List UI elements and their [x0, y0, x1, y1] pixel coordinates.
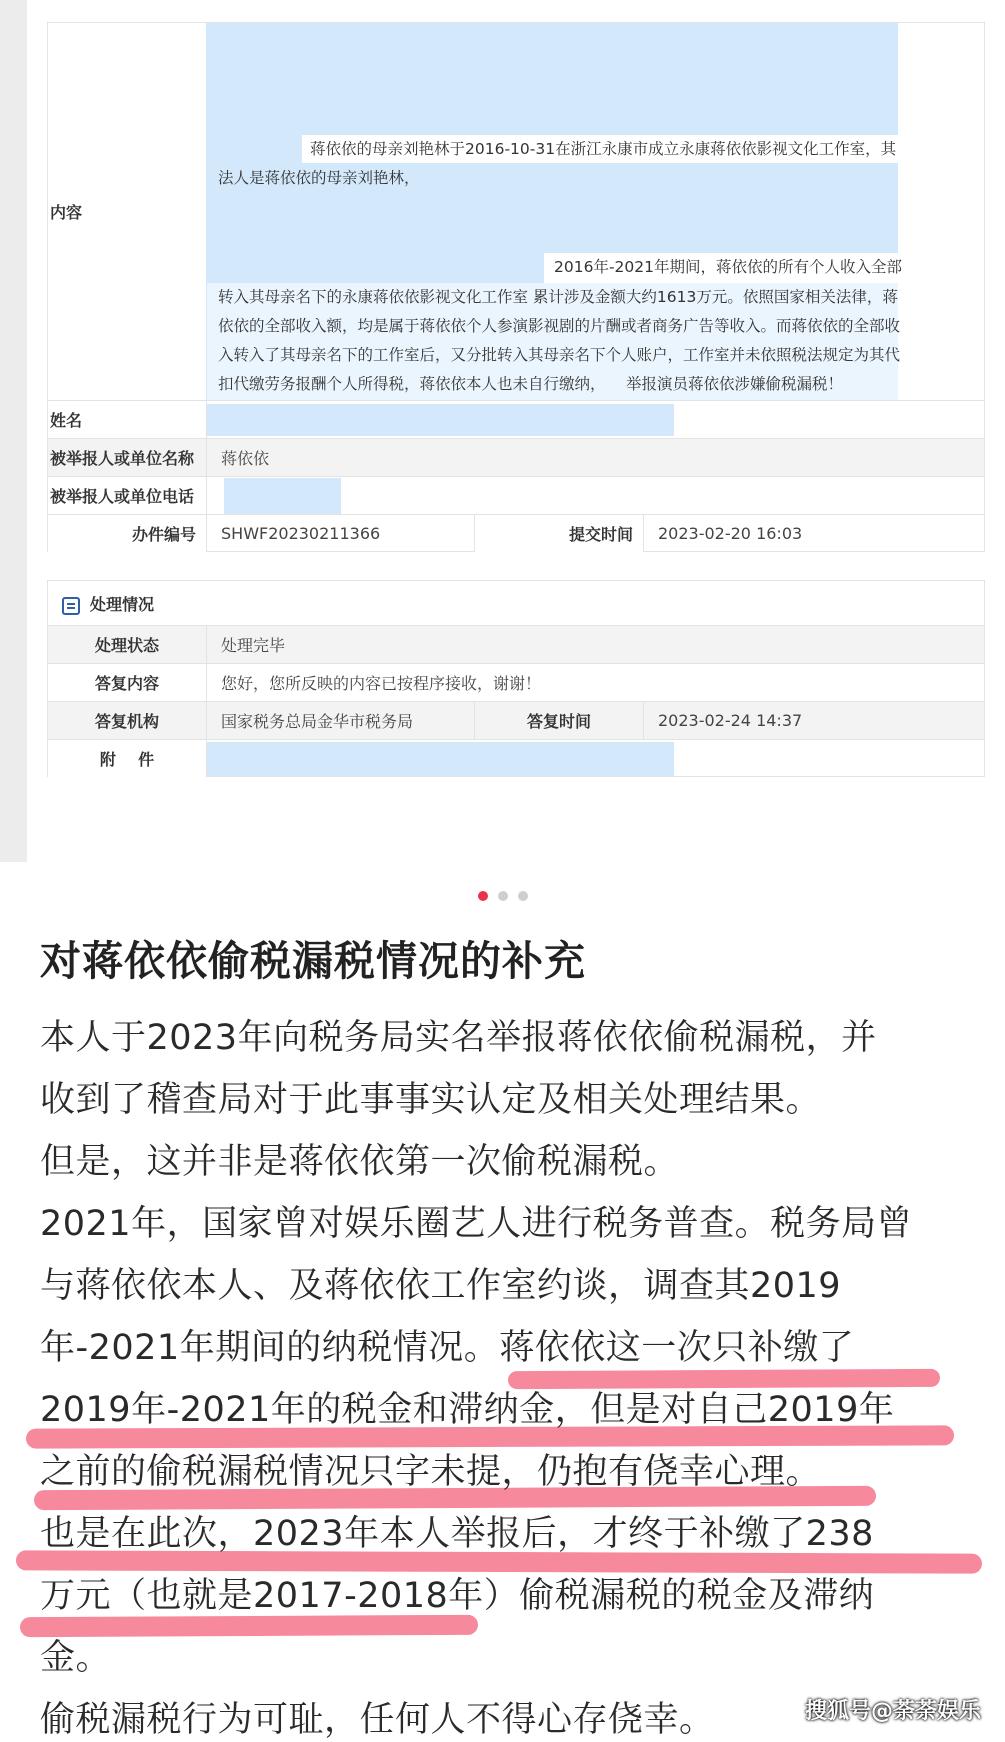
document-icon [62, 597, 80, 615]
content-label: 内容 [48, 23, 206, 400]
redaction-block [206, 23, 898, 135]
redaction-block [207, 742, 674, 776]
reported-phone-label: 被举报人或单位电话 [48, 477, 206, 514]
submit-time-label: 提交时间 [475, 515, 643, 552]
case-no-label: 办件编号 [48, 515, 206, 552]
redaction-block [206, 135, 302, 163]
agency-label: 答复机构 [48, 702, 206, 739]
article-line: 与蒋依依本人、及蒋依依工作室约谈，调查其2019 [40, 1266, 842, 1306]
attachment-row [48, 739, 984, 777]
processing-header [48, 581, 984, 625]
reply-label: 答复内容 [48, 664, 206, 701]
content-row [48, 23, 984, 400]
content-line: 2016年-2021年期间，蒋依依的所有个人收入全部 [554, 258, 902, 276]
name-label: 姓名 [48, 401, 206, 438]
carousel-indicator [0, 886, 1005, 905]
highlight-mark [20, 1615, 478, 1637]
redaction-block [207, 404, 674, 436]
processing-title: 处理情况 [90, 581, 290, 625]
redaction-block [206, 193, 898, 253]
attachment-label: 附 件 [48, 740, 206, 777]
submit-time-value: 2023-02-20 16:03 [658, 524, 803, 543]
article-line: 收到了稽查局对于此事事实认定及相关处理结果。 [40, 1080, 822, 1120]
case-no-value: SHWF20230211366 [221, 524, 381, 543]
article-line: 之前的偷税漏税情况只字未提，仍抱有侥幸心理。 [40, 1452, 822, 1492]
status-row [48, 625, 984, 663]
agency-row [48, 701, 984, 739]
agency-value: 国家税务总局金华市税务局 [221, 712, 414, 731]
reported-name-label: 被举报人或单位名称 [48, 439, 206, 476]
content-line: 转入其母亲名下的永康蒋依依影视文化工作室 累计涉及金额大约1613万元。依照国家相关法律，蒋 [218, 288, 898, 306]
article-line: 年-2021年期间的纳税情况。蒋依依这一次只补缴了 [40, 1328, 855, 1368]
reply-time-label: 答复时间 [475, 702, 643, 739]
content-line: 蒋依依的母亲刘艳林于2016-10-31在浙江永康市成立永康蒋依依影视文化工作室，其 [310, 140, 897, 158]
processing-table [47, 580, 985, 777]
redaction-block [206, 253, 544, 283]
report-screenshot [27, 0, 1005, 862]
carousel-dot[interactable] [498, 891, 508, 901]
left-gutter [0, 0, 27, 862]
article-line: 本人于2023年向税务局实名举报蒋依依偷税漏税，并 [40, 1018, 877, 1058]
content-line: 依依的全部收入额，均是属于蒋依依个人参演影视剧的片酬或者商务广告等收入。而蒋依依的全部收 [218, 317, 901, 335]
redaction-block [224, 478, 341, 514]
article-line: 但是，这并非是蒋依依第一次偷税漏税。 [40, 1142, 680, 1182]
status-value: 处理完毕 [221, 636, 286, 655]
source-watermark: 搜狐号@荼荼娱乐 [804, 1699, 981, 1724]
content-line: 扣代缴劳务报酬个人所得税，蒋依依本人也未自行缴纳， [218, 375, 606, 393]
name-row [48, 400, 984, 438]
article-line: 2021年，国家曾对娱乐圈艺人进行税务普查。税务局曾 [40, 1204, 913, 1244]
article-line: 2019年-2021年的税金和滞纳金，但是对自己2019年 [40, 1390, 895, 1430]
status-label: 处理状态 [48, 626, 206, 663]
article-line: 万元（也就是2017-2018年）偷税漏税的税金及滞纳 [40, 1576, 875, 1616]
reply-time-value: 2023-02-24 14:37 [658, 711, 803, 730]
reply-value: 您好，您所反映的内容已按程序接收，谢谢！ [221, 674, 542, 693]
content-line: 入转入了其母亲名下的工作室后，又分批转入其母亲名下个人账户，工作室并未依照税法规定为其代 [218, 346, 901, 364]
carousel-dot[interactable] [478, 891, 488, 901]
article-title: 对蒋依依偷税漏税情况的补充 [40, 937, 586, 985]
report-table [47, 22, 985, 552]
article-line: 也是在此次，2023年本人举报后，才终于补缴了238 [40, 1514, 874, 1554]
reported-phone-row [48, 476, 984, 514]
case-row [48, 514, 984, 552]
article-line: 偷税漏税行为可耻，任何人不得心存侥幸。 [40, 1700, 715, 1740]
highlight-mark [508, 1369, 940, 1389]
reported-name-value: 蒋依依 [221, 449, 270, 468]
reported-name-row [48, 438, 984, 476]
carousel-dot[interactable] [518, 891, 528, 901]
content-line: 举报演员蒋依依涉嫌偷税漏税！ [626, 375, 844, 393]
reply-row [48, 663, 984, 701]
article-line: 金。 [40, 1638, 112, 1678]
content-line: 法人是蒋依依的母亲刘艳林， [218, 169, 420, 187]
